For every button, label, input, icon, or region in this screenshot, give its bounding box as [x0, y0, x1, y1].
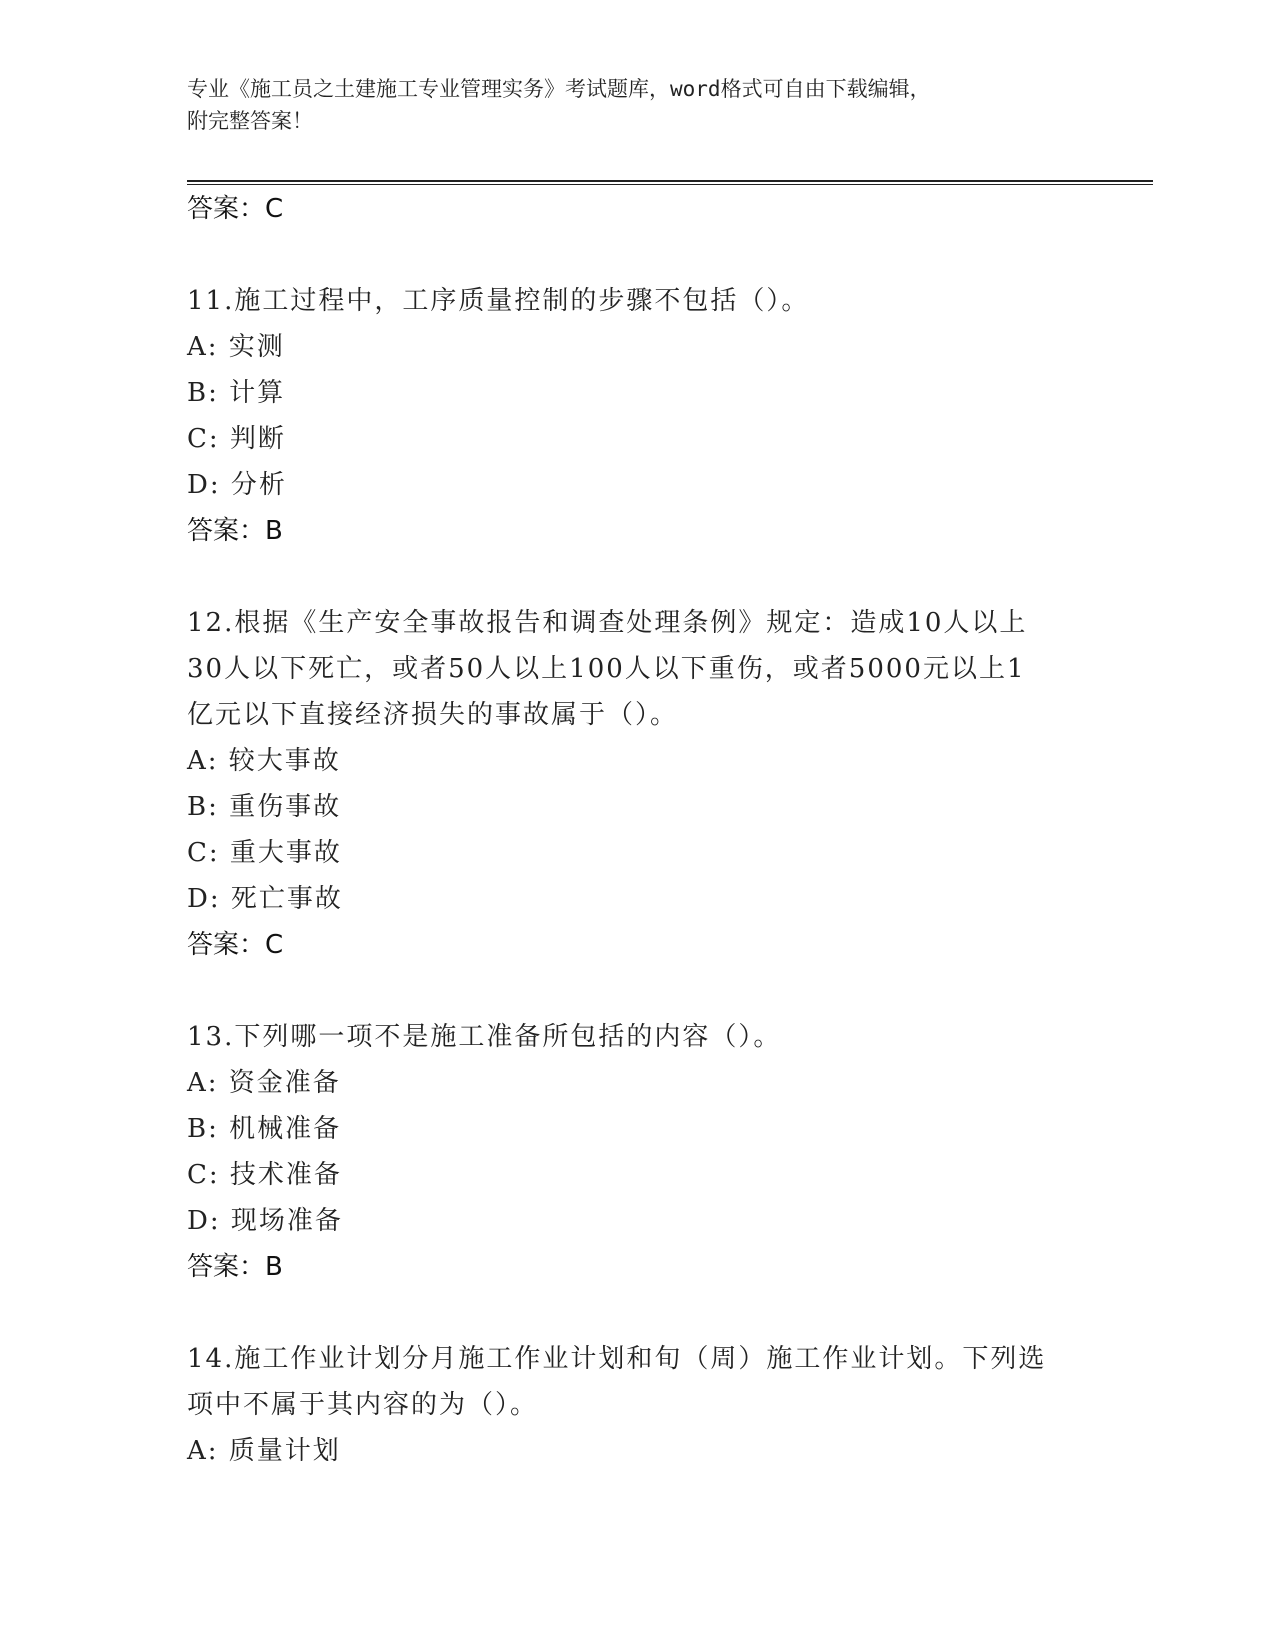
option-b: B: 机械准备 — [187, 1114, 342, 1144]
option-d: D: 现场准备 — [187, 1206, 343, 1236]
question-block — [187, 600, 1087, 968]
header-line-2: 附完整答案！ — [187, 109, 313, 133]
document-header — [187, 73, 1067, 137]
answer-line: 答案：B — [187, 516, 283, 546]
question-text: 亿元以下直接经济损失的事故属于（）。 — [187, 700, 679, 730]
option-d: D: 分析 — [187, 470, 287, 500]
header-divider-thin — [187, 184, 1153, 185]
option-c: C: 判断 — [187, 424, 286, 454]
option-a: A: 质量计划 — [187, 1436, 341, 1466]
option-b: B: 重伤事故 — [187, 792, 342, 822]
answer-line: 答案：C — [187, 194, 284, 224]
option-a: A: 较大事故 — [187, 746, 341, 776]
question-block — [187, 278, 1087, 554]
spacer — [187, 554, 1087, 600]
header-line-1: 专业《施工员之土建施工专业管理实务》考试题库，word格式可自由下载编辑， — [187, 77, 931, 101]
question-text: 14.施工作业计划分月施工作业计划和旬（周）施工作业计划。下列选 — [187, 1344, 1047, 1374]
question-text: 11.施工过程中，工序质量控制的步骤不包括（）。 — [187, 286, 810, 316]
option-c: C: 技术准备 — [187, 1160, 342, 1190]
question-block — [187, 1336, 1087, 1474]
question-text: 12.根据《生产安全事故报告和调查处理条例》规定：造成10人以上 — [187, 608, 1028, 638]
question-block — [187, 1014, 1087, 1290]
spacer — [187, 1290, 1087, 1336]
option-c: C: 重大事故 — [187, 838, 342, 868]
spacer — [187, 968, 1087, 1014]
spacer — [187, 232, 1087, 278]
option-b: B: 计算 — [187, 378, 286, 408]
question-text: 30人以下死亡，或者50人以上100人以下重伤，或者5000元以上1 — [187, 654, 1026, 684]
option-d: D: 死亡事故 — [187, 884, 343, 914]
question-text: 13.下列哪一项不是施工准备所包括的内容（）。 — [187, 1022, 782, 1052]
questions-content — [187, 186, 1087, 1474]
answer-line: 答案：B — [187, 1252, 283, 1282]
header-divider-thick — [187, 180, 1153, 182]
option-a: A: 资金准备 — [187, 1068, 341, 1098]
question-text: 项中不属于其内容的为（）。 — [187, 1390, 539, 1420]
answer-line: 答案：C — [187, 930, 284, 960]
option-a: A: 实测 — [187, 332, 285, 362]
